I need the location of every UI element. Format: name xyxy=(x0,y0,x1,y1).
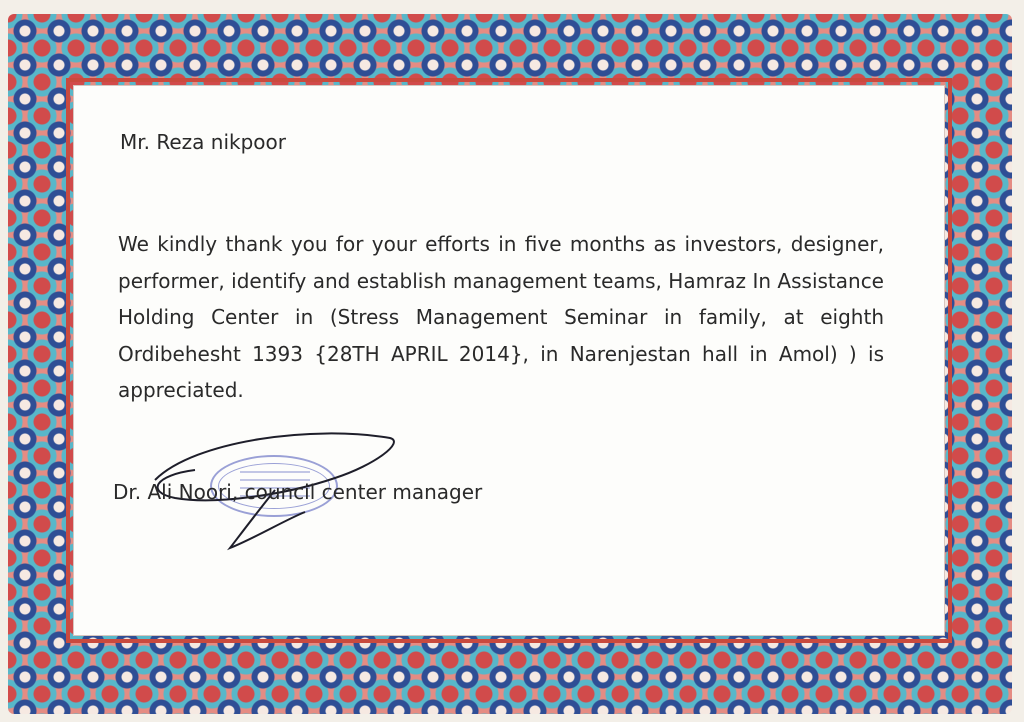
signatory-line: Dr. Ali Noori, council center manager xyxy=(113,480,483,504)
appreciation-text: We kindly thank you for your efforts in five months as investors, designer, performer, identify and establish management teams, Hamraz In Assistance Holding Center in (Stress Management Seminar in family, at eighth Ordibehesht 1393 {28TH APRIL 2014}, in Narenjestan hall in Amol) ) is appreciated. xyxy=(118,232,884,402)
recipient-name: Mr. Reza nikpoor xyxy=(120,130,286,154)
